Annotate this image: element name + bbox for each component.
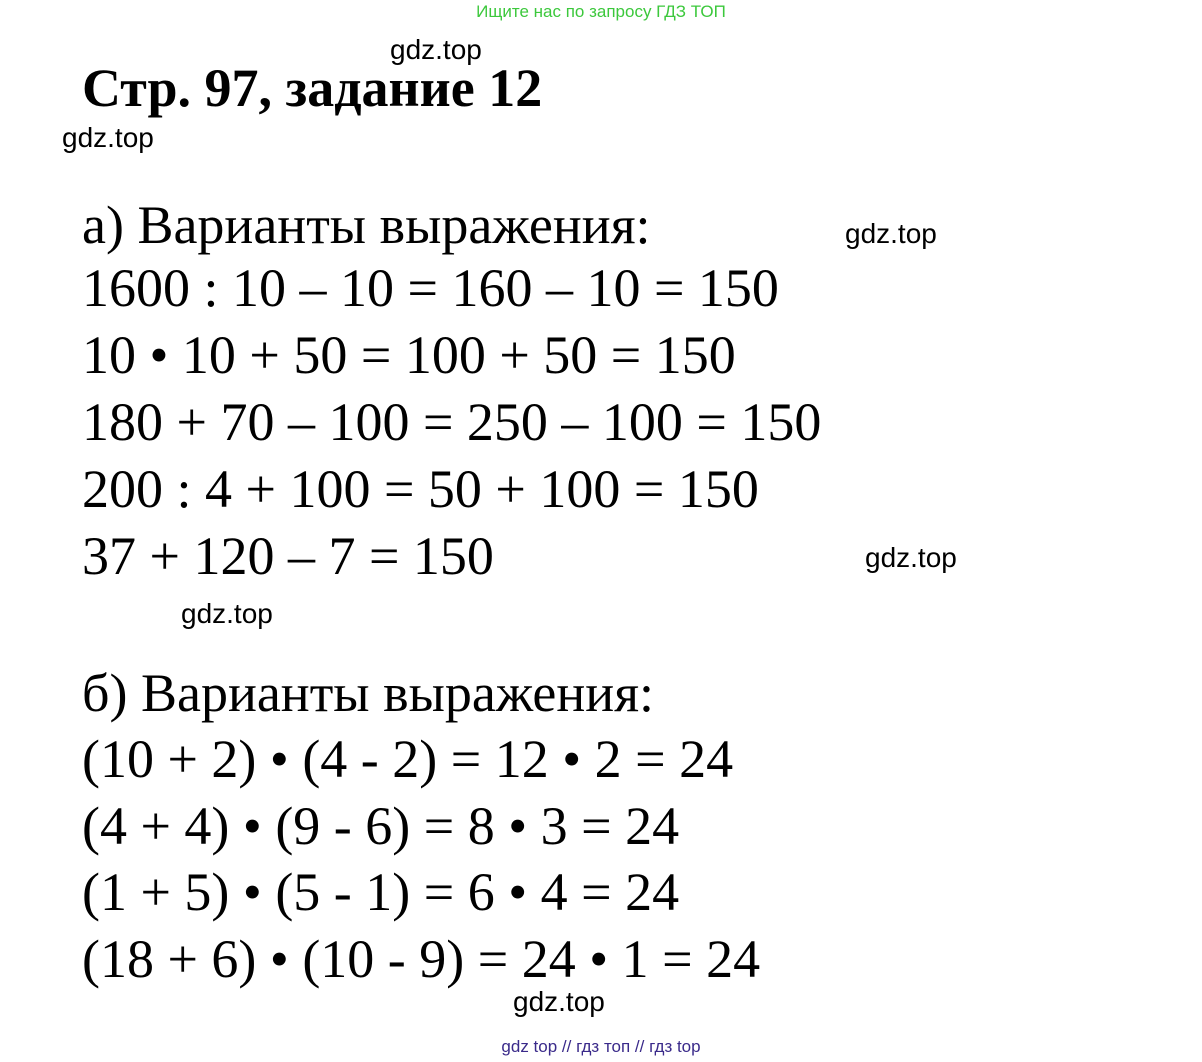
part-a-expression: 37 + 120 – 7 = 150	[82, 526, 494, 586]
part-b-expression: (10 + 2) • (4 - 2) = 12 • 2 = 24	[82, 729, 734, 789]
part-a-expression: 1600 : 10 – 10 = 160 – 10 = 150	[82, 258, 779, 318]
footer-links[interactable]: gdz top // гдз топ // гдз top	[501, 1037, 701, 1056]
part-a-expression: 200 : 4 + 100 = 50 + 100 = 150	[82, 459, 759, 519]
part-a-expression: 180 + 70 – 100 = 250 – 100 = 150	[82, 392, 822, 452]
watermark: gdz.top	[181, 598, 273, 629]
watermark: gdz.top	[865, 542, 957, 573]
part-b-heading: б) Варианты выражения:	[82, 663, 655, 723]
part-a-heading: а) Варианты выражения:	[82, 195, 651, 255]
watermark: gdz.top	[513, 986, 605, 1017]
part-b-expression: (18 + 6) • (10 - 9) = 24 • 1 = 24	[82, 929, 761, 989]
watermark: gdz.top	[845, 218, 937, 249]
part-b-expression: (1 + 5) • (5 - 1) = 6 • 4 = 24	[82, 862, 680, 922]
part-a-expression: 10 • 10 + 50 = 100 + 50 = 150	[82, 325, 736, 385]
part-b-expression: (4 + 4) • (9 - 6) = 8 • 3 = 24	[82, 796, 680, 856]
watermark: gdz.top	[390, 34, 482, 65]
page-title: Стр. 97, задание 12	[82, 58, 543, 118]
search-hint-link[interactable]: Ищите нас по запросу ГДЗ ТОП	[476, 2, 726, 21]
watermark: gdz.top	[62, 122, 154, 153]
